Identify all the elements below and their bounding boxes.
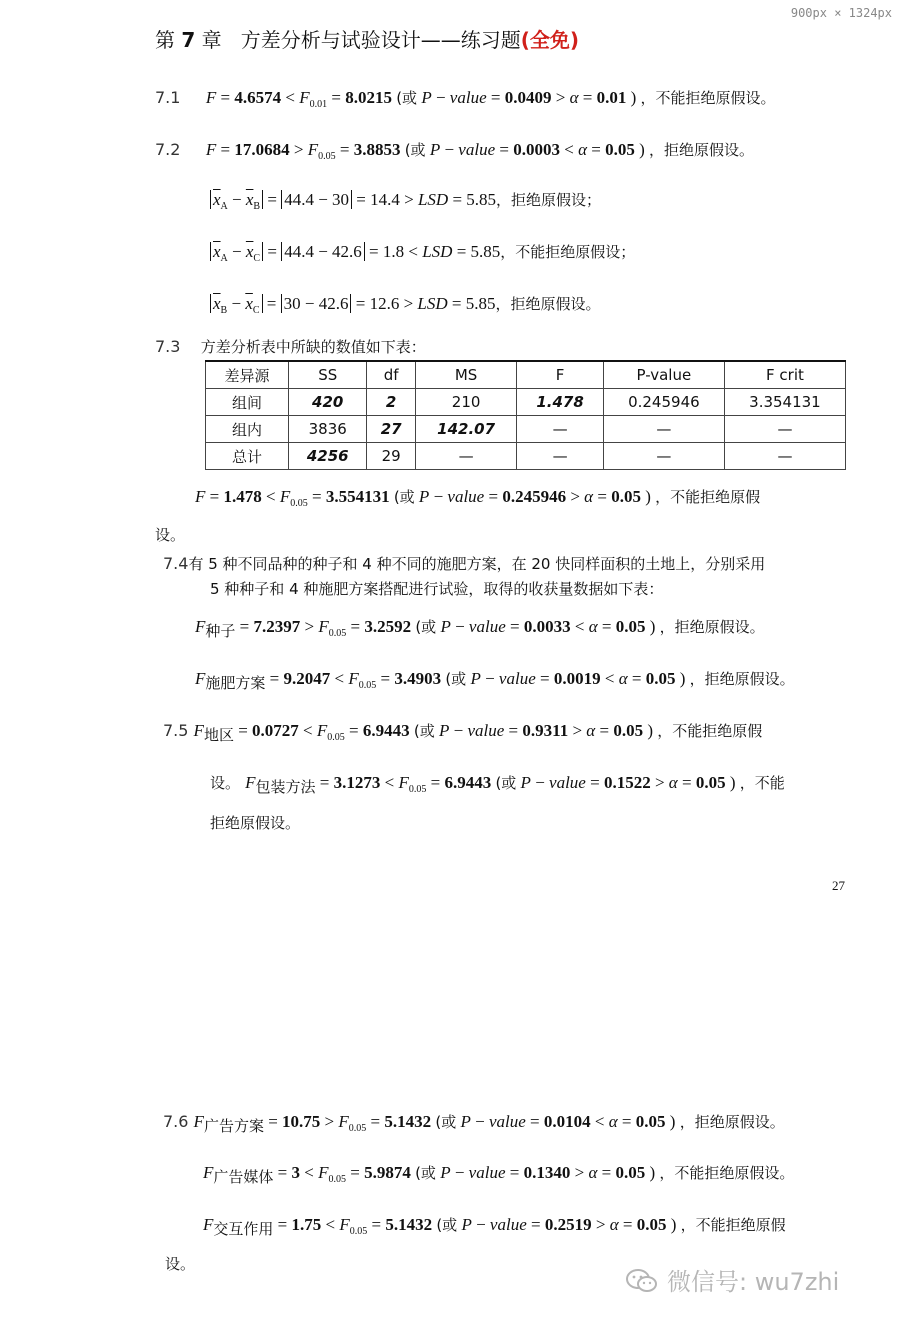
table-cell: 1.478 bbox=[517, 389, 604, 416]
table-header: MS bbox=[415, 361, 516, 389]
exercise-7-6-ad-plan: 7.6 $F_{广告方案} = 10.75 > F_{0.05} = 5.1432$ (或 P − value = 0.0104 < α = 0.05 ) ，拒绝原假设。 bbox=[163, 1112, 785, 1135]
table-cell: 27 bbox=[367, 416, 415, 443]
lsd-comparison-ab: $\overline{x}_A - \overline{x}_B = 44.4 - 30 = 14.4$ > LSD = 5.85，拒绝原假设； bbox=[210, 191, 601, 212]
exercise-7-5-packaging: 设。 $F_{包装方法} = 3.1273 < F_{0.05} = 6.9443$ (或 P − value = 0.1522 > α = 0.05 ) ，不能 bbox=[210, 773, 785, 796]
table-row bbox=[206, 389, 846, 416]
exercise-7-2 bbox=[155, 141, 754, 162]
formula: $F = 4.6574 < F_{0.01} = 8.0215$ (或 P − value = 0.0409 > α = 0.01 ) bbox=[205, 88, 637, 110]
section-number: 7.6 bbox=[163, 1112, 189, 1131]
table-cell: 总计 bbox=[206, 443, 289, 470]
table-header: F crit bbox=[724, 361, 845, 389]
table-header-row bbox=[206, 361, 846, 389]
exercise-7-4-seed: $F_{种子} = 7.2397 > F_{0.05} = 3.2592$ (或 P − value = 0.0033 < α = 0.05 ) ，拒绝原假设。 bbox=[195, 617, 765, 640]
table-cell: 组内 bbox=[206, 416, 289, 443]
exercise-7-4-text-2: 5 种种子和 4 种施肥方案搭配进行试验，取得的收获量数据如下表： bbox=[210, 580, 664, 598]
conclusion: ，不能拒绝原假 bbox=[655, 488, 761, 506]
table-cell: 3836 bbox=[289, 416, 367, 443]
image-dimensions: 900px × 1324px bbox=[790, 6, 892, 20]
exercise-7-5-region: 7.5 $F_{地区} = 0.0727 < F_{0.05} = 6.9443$ (或 P − value = 0.9311 > α = 0.05 ) ，不能拒绝原假 bbox=[163, 721, 763, 744]
chapter-title: 方差分析与试验设计——练习题 bbox=[240, 28, 521, 52]
watermark-text: 微信号: wu7zhi bbox=[667, 1268, 840, 1296]
anova-table bbox=[205, 360, 846, 470]
chapter-free-tag: (全免) bbox=[520, 28, 579, 52]
chapter-heading bbox=[155, 24, 579, 53]
lsd-comparison-ac: $\overline{x}_A - \overline{x}_C = 44.4 - 42.6 = 1.8$ < LSD = 5.85，不能拒绝原假设； bbox=[210, 243, 635, 264]
table-cell: — bbox=[517, 443, 604, 470]
table-cell: 2 bbox=[367, 389, 415, 416]
table-row bbox=[206, 443, 846, 470]
table-cell: — bbox=[724, 443, 845, 470]
exercise-7-6-ad-media: $F_{广告媒体} = 3 < F_{0.05} = 5.9874$ (或 P − value = 0.1340 > α = 0.05 ) ，不能拒绝原假设。 bbox=[203, 1163, 795, 1186]
table-cell: 3.354131 bbox=[724, 389, 845, 416]
table-row bbox=[206, 416, 846, 443]
table-cell: 组间 bbox=[206, 389, 289, 416]
exercise-7-3-intro: 7.3 方差分析表中所缺的数值如下表： bbox=[155, 337, 426, 356]
section-number: 7.2 bbox=[155, 140, 181, 159]
section-number: 7.3 bbox=[155, 337, 181, 356]
conclusion: ，不能拒绝原假设。 bbox=[640, 89, 776, 107]
wechat-watermark bbox=[625, 1262, 839, 1297]
table-cell: 4256 bbox=[289, 443, 367, 470]
section-number: 7.5 bbox=[163, 721, 189, 740]
formula: $F = 17.0684 > F_{0.05} = 3.8853$ (或 P − value = 0.0003 < α = 0.05 ) bbox=[205, 140, 645, 162]
table-cell: — bbox=[415, 443, 516, 470]
exercise-7-3-tail: 设。 bbox=[155, 526, 186, 544]
exercise-7-4-fertilizer: $F_{施肥方案} = 9.2047 < F_{0.05} = 3.4903$ (或 P − value = 0.0019 < α = 0.05 ) ，拒绝原假设。 bbox=[195, 669, 795, 692]
section-number: 7.4 bbox=[163, 554, 189, 573]
lsd-comparison-bc: $\overline{x}_B - \overline{x}_C = 30 - 42.6 = 12.6$ > LSD = 5.85，拒绝原假设。 bbox=[210, 295, 601, 316]
chapter-number: 7 bbox=[181, 28, 196, 52]
exercise-7-5-tail: 拒绝原假设。 bbox=[210, 814, 301, 832]
table-cell: — bbox=[724, 416, 845, 443]
section-number: 7.1 bbox=[155, 88, 181, 107]
table-cell: 29 bbox=[367, 443, 415, 470]
exercise-7-1 bbox=[155, 89, 776, 110]
table-header: SS bbox=[289, 361, 367, 389]
exercise-7-4-text: 7.4有 5 种不同品种的种子和 4 种不同的施肥方案，在 20 快同样面积的土地上，分别采用 bbox=[163, 554, 766, 573]
chapter-suffix: 章 bbox=[201, 28, 222, 52]
page-number: 27 bbox=[832, 878, 845, 893]
table-header: F bbox=[517, 361, 604, 389]
table-cell: — bbox=[517, 416, 604, 443]
table-cell: — bbox=[603, 416, 724, 443]
table-cell: — bbox=[603, 443, 724, 470]
exercise-7-6-interaction: $F_{交互作用} = 1.75 < F_{0.05} = 5.1432$ (或 P − value = 0.2519 > α = 0.05 ) ，不能拒绝原假 bbox=[203, 1215, 786, 1238]
table-header: df bbox=[367, 361, 415, 389]
table-cell: 420 bbox=[289, 389, 367, 416]
table-cell: 210 bbox=[415, 389, 516, 416]
table-header: 差异源 bbox=[206, 361, 289, 389]
exercise-7-3-formula: $F = 1.478 < F_{0.05} = 3.554131$ (或 P − value = 0.245946 > α = 0.05 ) ，不能拒绝原假 bbox=[195, 487, 761, 509]
exercise-7-6-tail: 设。 bbox=[165, 1255, 196, 1273]
table-cell: 0.245946 bbox=[603, 389, 724, 416]
table-header: P-value bbox=[603, 361, 724, 389]
table-cell: 142.07 bbox=[415, 416, 516, 443]
conclusion: ，拒绝原假设。 bbox=[649, 141, 755, 159]
chapter-prefix: 第 bbox=[155, 28, 175, 52]
wechat-icon bbox=[625, 1268, 659, 1294]
